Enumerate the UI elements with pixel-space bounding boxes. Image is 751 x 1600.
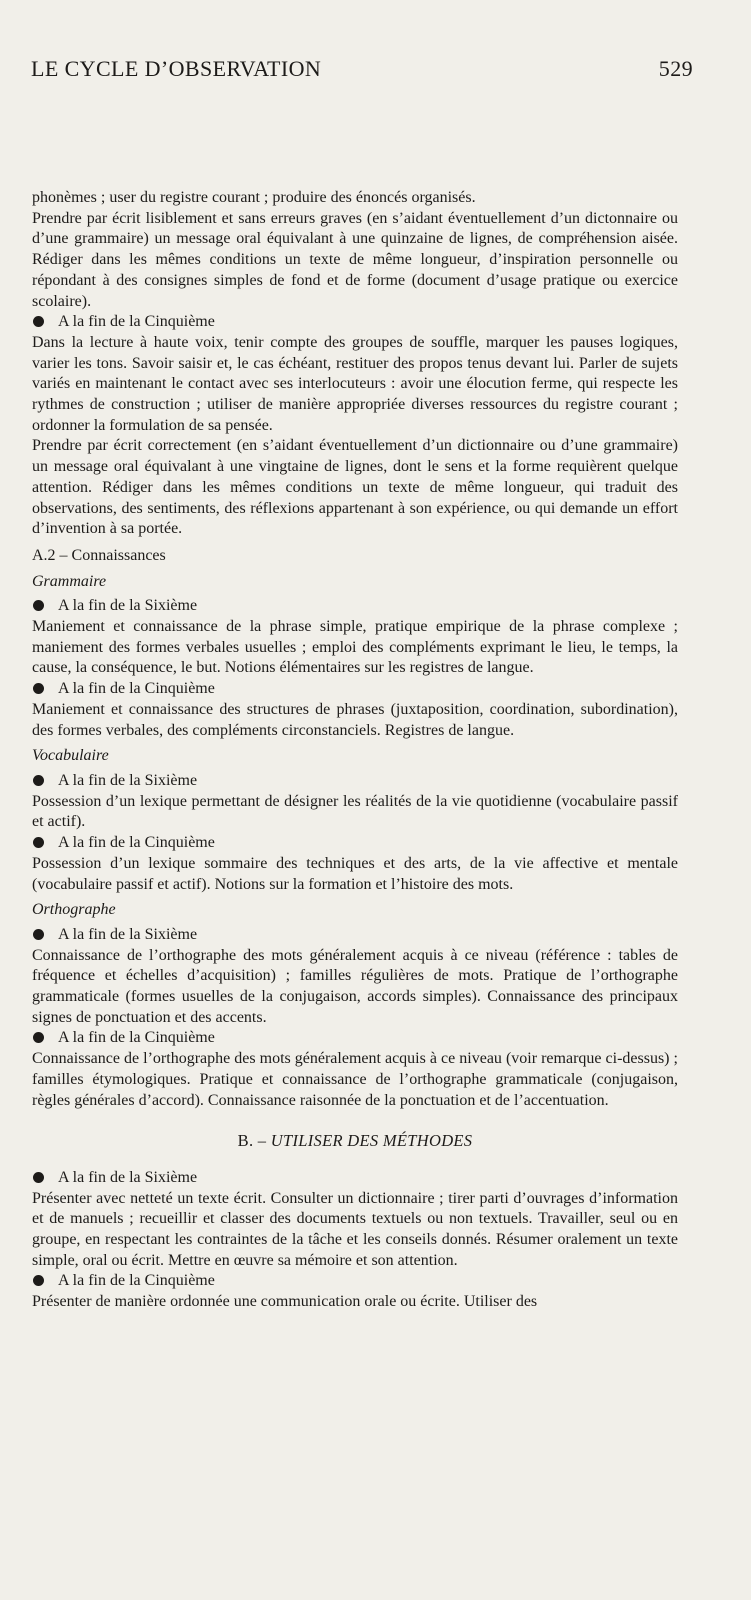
bullet-heading [32, 771, 678, 792]
bullet-heading-text: A la fin de la Cinquième [58, 313, 215, 331]
major-section-heading [32, 1131, 678, 1152]
bullet-icon [33, 1172, 44, 1183]
bullet-icon [33, 1275, 44, 1286]
bullet-heading-text: A la fin de la Cinquième [58, 1272, 215, 1290]
bullet-icon [33, 929, 44, 940]
bullet-icon [33, 683, 44, 694]
bullet-icon [33, 1032, 44, 1043]
bullet-heading [32, 925, 678, 946]
subsection-heading: Grammaire [32, 572, 107, 590]
paragraph: Dans la lecture à haute voix, tenir compte des groupes de souffle, marquer les pauses logiques, varier les tons. Savoir saisir et, le cas échéant, restituer des propos tenus devant lui. Parler de sujets variés en maintenant le contact avec ses interlocuteurs : avoir une élocution ferme, qui respecte les rythmes de construction ; utiliser de manière appropriée diverses ressources du registre courant ; ordonner la formulation de sa pensée. [32, 333, 678, 434]
major-section-prefix: B. – [237, 1131, 271, 1151]
bullet-heading [32, 1271, 678, 1292]
bullet-icon [33, 837, 44, 848]
bullet-heading [32, 679, 678, 700]
subsection-heading: Vocabulaire [32, 747, 109, 765]
running-header [31, 56, 693, 82]
paragraph: Possession d’un lexique sommaire des techniques et des arts, de la vie affective et mentale (vocabulaire passif et actif). Notions sur la formation et l’histoire des mots. [32, 854, 678, 893]
bullet-icon [33, 600, 44, 611]
paragraph: Maniement et connaissance des structures de phrases (juxtaposition, coordination, subordination), des formes verbales, des compléments circonstanciels. Registres de langue. [32, 700, 678, 739]
section-heading: A.2 – Connaissances [32, 546, 166, 564]
paragraph: Présenter avec netteté un texte écrit. Consulter un dictionnaire ; tirer parti d’ouvrages d’information et de manuels ; recueillir et classer des documents textuels ou non textuels. Travailler, seul ou en groupe, en respectant les contraintes de la tâche et les conseils donnés. Résumer oralement un texte simple, oral ou écrit. Mettre en œuvre sa mémoire et son attention. [32, 1189, 678, 1269]
paragraph: phonèmes ; user du registre courant ; produire des énoncés organisés. [32, 189, 476, 206]
bullet-heading-text: A la fin de la Sixième [58, 597, 198, 615]
bullet-heading-text: A la fin de la Sixième [58, 771, 198, 789]
subsection-heading: Orthographe [32, 901, 116, 919]
bullet-heading-text: A la fin de la Cinquième [58, 834, 215, 852]
bullet-icon [33, 775, 44, 786]
running-title: LE CYCLE D’OBSERVATION [31, 56, 322, 81]
paragraph: Connaissance de l’orthographe des mots généralement acquis à ce niveau (référence : tables de fréquence et échelles d’acquisition) ; familles régulières de mots. Pratique de l’orthographe grammaticale (formes usuelles de la conjugaison, accords simples). Connaissance des principaux signes de ponctuation et des accents. [32, 946, 678, 1026]
bullet-icon [33, 316, 44, 327]
body-text [32, 188, 678, 1313]
bullet-heading [32, 1168, 678, 1189]
bullet-heading-text: A la fin de la Cinquième [58, 1029, 215, 1047]
paragraph: Prendre par écrit correctement (en s’aidant éventuellement d’un dictionnaire ou d’une grammaire) un message oral équivalant à une vingtaine de lignes, dont le sens et la forme requièrent quelque attention. Rédiger dans les mêmes conditions un texte de même longueur, qui traduit des observations, des sentiments, des réflexions appartenant à son expérience, ou qui demande un effort d’invention à sa portée. [32, 437, 678, 538]
paragraph: Maniement et connaissance de la phrase simple, pratique empirique de la phrase complexe ; maniement des formes verbales usuelles ; emploi des compléments exprimant le lieu, le temps, la cause, la conséquence, le but. Notions élémentaires sur les registres de langue. [32, 618, 678, 677]
bullet-heading [32, 312, 678, 333]
paragraph: Connaissance de l’orthographe des mots généralement acquis à ce niveau (voir remarque ci-dessus) ; familles étymologiques. Pratique et connaissance de l’orthographe grammaticale (conjugaison, règles générales d’accord). Connaissance raisonnée de la ponctuation et de l’accentuation. [32, 1050, 678, 1109]
bullet-heading-text: A la fin de la Sixième [58, 925, 198, 943]
bullet-heading [32, 1028, 678, 1049]
paragraph: Présenter de manière ordonnée une communication orale ou écrite. Utiliser des [32, 1293, 538, 1311]
paragraph: Possession d’un lexique permettant de désigner les réalités de la vie quotidienne (vocabulaire passif et actif). [32, 792, 678, 831]
bullet-heading-text: A la fin de la Cinquième [58, 680, 215, 698]
page-number: 529 [658, 56, 693, 81]
bullet-heading-text: A la fin de la Sixième [58, 1168, 198, 1186]
bullet-heading [32, 833, 678, 854]
major-section-title: UTILISER DES MÉTHODES [270, 1131, 473, 1151]
paragraph: Prendre par écrit lisiblement et sans erreurs graves (en s’aidant éventuellement d’un dictonnaire ou d’une grammaire) un message oral équivalant à une quinzaine de lignes, de compréhension aisée. Rédiger dans les mêmes conditions un texte de même longueur, d’inspiration personnelle ou répondant à des consignes simples de fond et de forme (document d’usage pratique ou exercice scolaire). [32, 209, 678, 310]
bullet-heading [32, 596, 678, 617]
